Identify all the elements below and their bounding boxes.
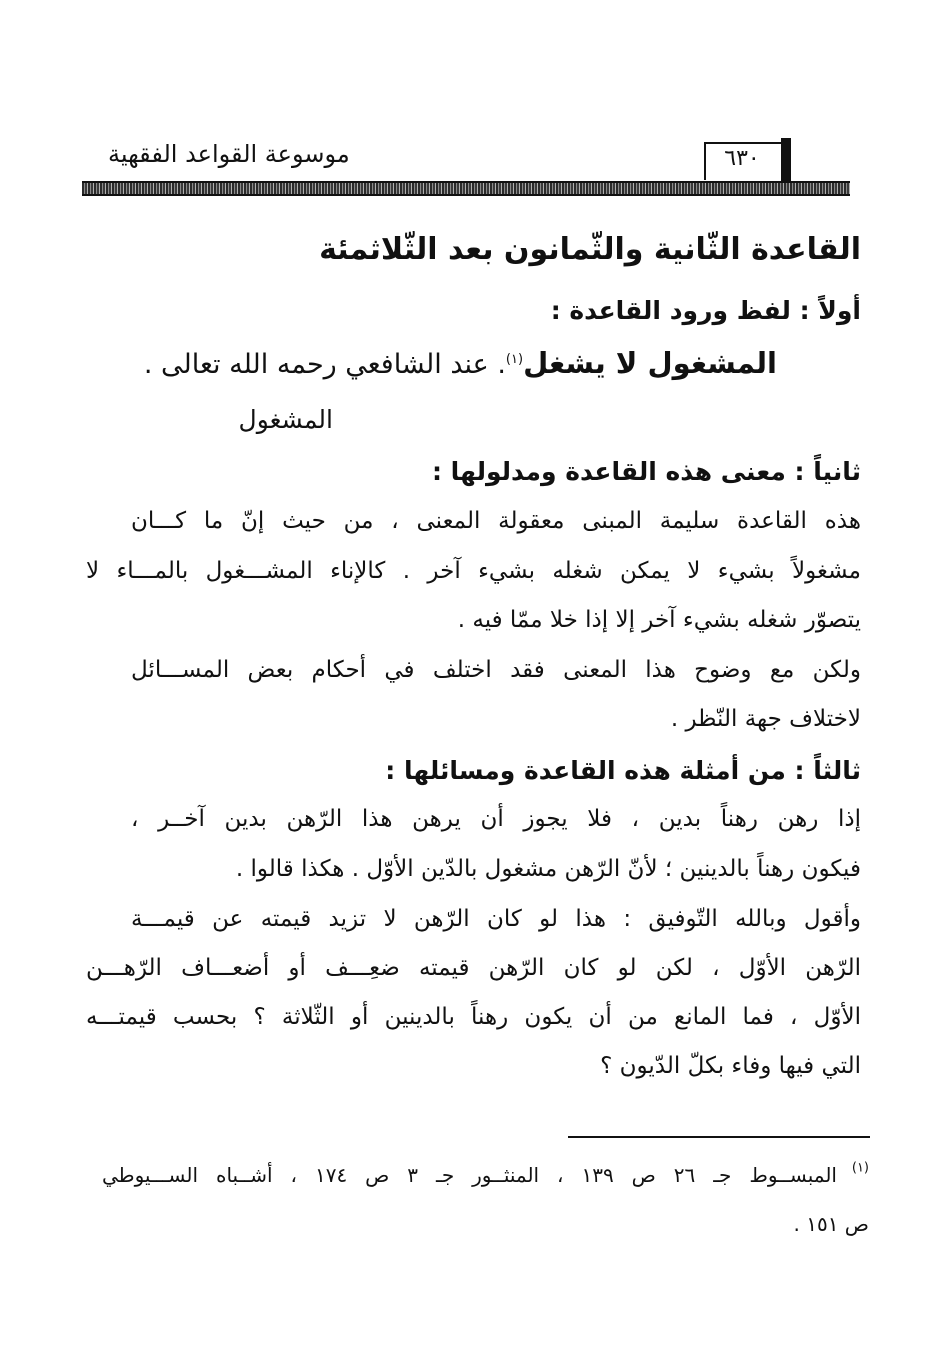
header-rule	[82, 181, 850, 196]
section-title-2: ثانياً : معنى هذه القاعدة ومدلولها :	[431, 457, 861, 486]
footnote-line: المبســوط جـ ٢٦ ص ١٣٩ ، المنثــور جـ ٣ ص ١٧٤ ، أشــباه الســـيوطي	[102, 1163, 837, 1187]
rule-word: المشغول	[238, 405, 333, 434]
paragraph-line: وأقول وبالله التّوفيق : هذا لو كان الرّهن لا تزيد قيمته عن قيمـــة	[131, 906, 861, 932]
paragraph-line: ولكن مع وضوح هذا المعنى فقد اختلف في أحكام بعض المســـائل	[131, 657, 861, 683]
rule-statement	[144, 346, 777, 380]
footnote-line: ص ١٥١ .	[793, 1212, 869, 1236]
rule-attribution: . عند الشافعي رحمه الله تعالى .	[143, 349, 506, 380]
footnote-separator	[568, 1136, 870, 1138]
running-header-title: موسوعة القواعد الفقهية	[108, 140, 350, 168]
section-title-3: ثالثاً : من أمثلة هذه القاعدة ومسائلها :	[385, 756, 861, 785]
paragraph-line: هذه القاعدة سليمة المبنى معقولة المعنى ، من حيث إنّ ما كـــان	[131, 508, 861, 534]
page-number-bar	[781, 138, 791, 182]
paragraph-line: لاختلاف جهة النّظر .	[670, 706, 861, 732]
paragraph-line: مشغولاً بشيء لا يمكن شغله بشيء آخر . كالإناء المشـــغول بالمـــاء لا	[86, 558, 861, 584]
footnote-marker-text: (١)	[851, 1160, 869, 1176]
rule-heading: القاعدة الثّانية والثّمانون بعد الثّلاثمئة	[319, 232, 861, 267]
rule-text: المشغول لا يشغل	[523, 346, 777, 380]
paragraph-line: فيكون رهناً بالدينين ؛ لأنّ الرّهن مشغول بالدّين الأوّل . هكذا قالوا .	[235, 856, 861, 882]
section-title-1: أولاً : لفظ ورود القاعدة :	[550, 296, 861, 325]
footnote-reference: (١)	[505, 352, 524, 367]
paragraph-line: الرّهن الأوّل ، لكن لو كان الرّهن قيمته ضعِـــف أو أضعـــاف الرّهـــن	[86, 955, 861, 981]
paragraph-line: إذا رهن رهناً بدين ، فلا يجوز أن يرهن هذا الرّهن بدين آخــر ،	[131, 806, 861, 832]
paragraph-line: يتصوّر شغله بشيء آخر إلا إذا خلا ممّا فيه .	[457, 607, 861, 633]
paragraph-line: التي فيها وفاء بكلّ الدّيون ؟	[600, 1053, 861, 1079]
page-number: ٦٣٠	[724, 146, 760, 171]
paragraph-line: الأوّل ، فما المانع من أن يكون رهناً بالدينين أو الثّلاثة ؟ بحسب قيمتـــه	[86, 1004, 861, 1030]
footnote-marker	[852, 1160, 869, 1184]
